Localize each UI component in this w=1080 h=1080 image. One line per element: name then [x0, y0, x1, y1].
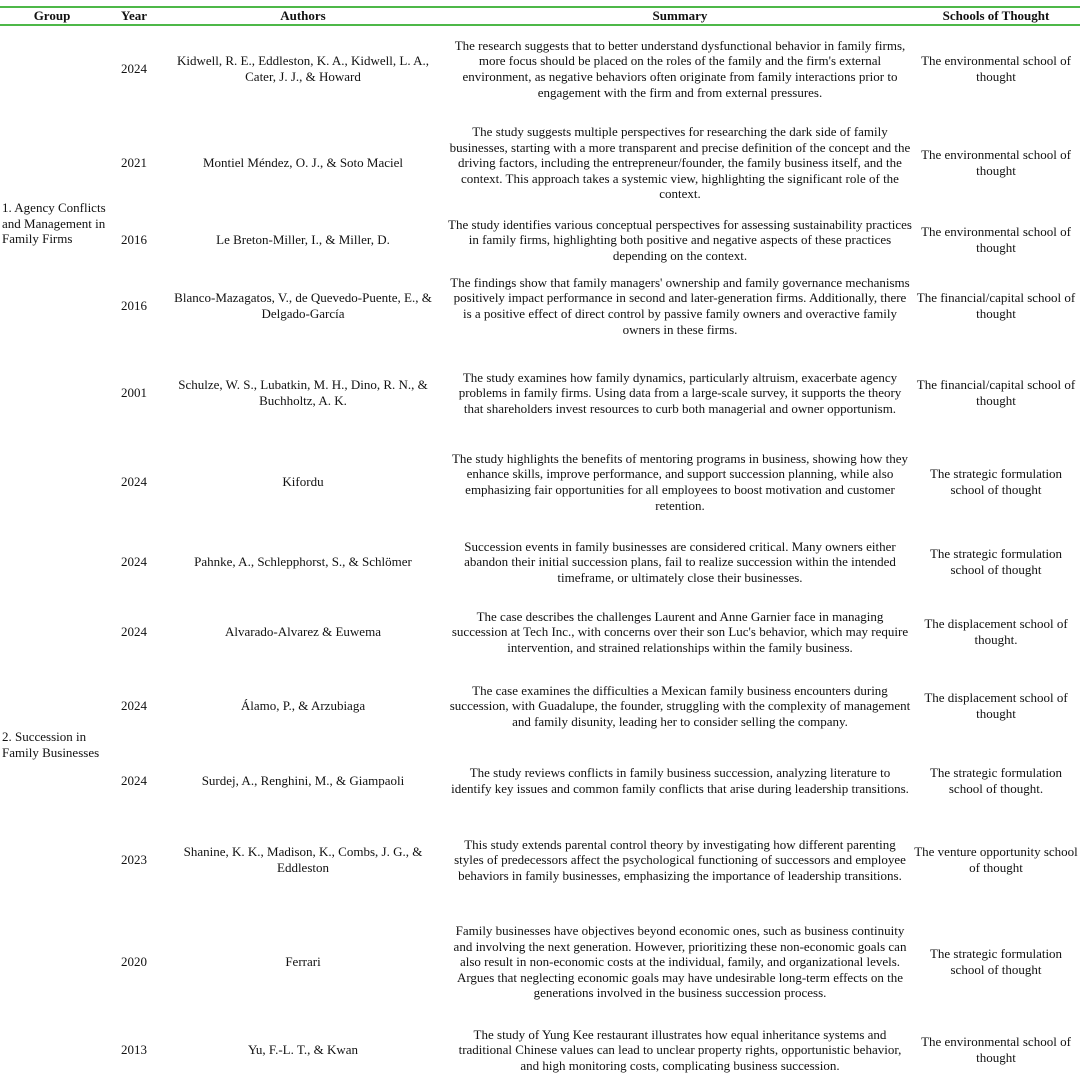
- school-cell: The displacement school of thought.: [924, 616, 1068, 647]
- summary-cell: The findings show that family managers' ownership and family governance mechanisms positively impact performance in second and later-generation firms. Additionally, there is a positive effect of direct control by passive family owners and overactive family owners in these firms.: [450, 274, 910, 337]
- year-cell: 2020: [121, 954, 147, 970]
- table-row: [0, 346, 1080, 440]
- summary-cell: The research suggests that to better understand dysfunctional behavior in family firms, more focus should be placed on the roles of the family and the firm's external environment, as negative behaviors often originate from family interactions prior to engagement with the firm and from external pressures.: [454, 37, 906, 100]
- year-cell: 2021: [121, 155, 147, 171]
- year-cell: 2024: [121, 554, 147, 570]
- school-cell: The environmental school of thought: [921, 53, 1071, 84]
- year-cell: 2024: [121, 773, 147, 789]
- authors-cell: Álamo, P., & Arzubiaga: [240, 698, 366, 714]
- authors-cell: Shanine, K. K., Madison, K., Combs, J. G., & Eddleston: [183, 844, 423, 875]
- group-label-agency: 1. Agency Conflicts and Management in Family Firms: [2, 200, 106, 247]
- summary-cell: The study examines how family dynamics, particularly altruism, exacerbate agency problems in family firms. Using data from a large-scale survey, it supports the theory that shareholders invest resources to curb both managerial and owner opportunism.: [458, 369, 902, 416]
- table-row: [0, 592, 1080, 672]
- authors-cell: Montiel Méndez, O. J., & Soto Maciel: [202, 155, 404, 171]
- year-cell: 2024: [121, 474, 147, 490]
- school-cell: The strategic formulation school of thought: [929, 546, 1063, 577]
- table-row: [0, 266, 1080, 346]
- summary-cell: Succession events in family businesses are considered critical. Many owners either abandon their initial succession plans, fail to realize succession within the intended timeframe, or ultimately close their businesses.: [464, 538, 896, 585]
- table-row: [0, 26, 1080, 112]
- table-row: [0, 744, 1080, 818]
- school-cell: The strategic formulation school of thought: [929, 466, 1063, 497]
- summary-cell: The study highlights the benefits of mentoring programs in business, showing how they enhance skills, improve performance, and support succession planning, while also emphasizing fair opportunities for all employees to boost motivation and customer retention.: [451, 450, 909, 513]
- year-cell: 2016: [121, 232, 147, 248]
- header-schools: Schools of Thought: [942, 8, 1050, 23]
- year-cell: 2023: [121, 852, 147, 868]
- table-row: [0, 214, 1080, 266]
- header-year: Year: [121, 8, 147, 23]
- school-cell: The environmental school of thought: [921, 147, 1071, 178]
- school-cell: The financial/capital school of thought: [916, 377, 1076, 408]
- group-label-succession: 2. Succession in Family Businesses: [2, 729, 100, 760]
- authors-cell: Alvarado-Alvarez & Euwema: [225, 624, 381, 640]
- authors-cell: Kidwell, R. E., Eddleston, K. A., Kidwell, L. A., Cater, J. J., & Howard: [176, 53, 430, 84]
- table-row: [0, 112, 1080, 214]
- table-row: [0, 664, 1080, 748]
- year-cell: 2013: [121, 1042, 147, 1058]
- school-cell: The financial/capital school of thought: [916, 290, 1076, 321]
- table-row: [0, 440, 1080, 524]
- school-cell: The environmental school of thought: [921, 1034, 1071, 1065]
- header-group: Group: [33, 8, 71, 23]
- authors-cell: Ferrari: [285, 954, 321, 970]
- summary-cell: The study identifies various conceptual perspectives for assessing sustainability practices in family firms, highlighting both positive and negative aspects of these practices depending on the context.: [448, 216, 912, 263]
- authors-cell: Schulze, W. S., Lubatkin, M. H., Dino, R. N., & Buchholtz, A. K.: [178, 377, 428, 408]
- summary-cell: This study extends parental control theory by investigating how different parenting styles of predecessors affect the psychological functioning of successors and employee behaviors in family businesses, emphasizing the importance of leadership transitions.: [454, 836, 906, 883]
- authors-cell: Le Breton-Miller, I., & Miller, D.: [216, 232, 390, 248]
- summary-cell: The study suggests multiple perspectives for researching the dark side of family businesses, starting with a more transparent and precise definition of the concept and the driving factors, including the entrepreneur/founder, the family business itself, and the context. This approach takes a systemic view, highlighting the significant role of the context.: [449, 124, 911, 202]
- school-cell: The venture opportunity school of thought: [914, 844, 1078, 875]
- school-cell: The strategic formulation school of thought.: [929, 765, 1063, 796]
- school-cell: The displacement school of thought: [924, 690, 1068, 721]
- header-authors: Authors: [280, 8, 326, 23]
- authors-cell: Yu, F.-L. T., & Kwan: [247, 1042, 359, 1058]
- school-cell: The strategic formulation school of thought: [929, 946, 1063, 977]
- authors-cell: Kifordu: [282, 474, 324, 490]
- authors-cell: Surdej, A., Renghini, M., & Giampaoli: [201, 773, 405, 789]
- table-row: [0, 1020, 1080, 1080]
- table-row: [0, 524, 1080, 600]
- school-cell: The environmental school of thought: [921, 224, 1071, 255]
- authors-cell: Pahnke, A., Schlepphorst, S., & Schlömer: [194, 554, 412, 570]
- table-row: [0, 818, 1080, 902]
- year-cell: 2024: [121, 61, 147, 77]
- summary-cell: Family businesses have objectives beyond economic ones, such as business continuity and involving the next generation. However, prioritizing these non-economic goals can also result in non-economic costs at the individual, family, and organizational levels. Argues that neglecting economic goals may have undesirable long-term effects on the generations involved in the business succession process.: [453, 923, 907, 1001]
- year-cell: 2001: [121, 385, 147, 401]
- summary-cell: The case describes the challenges Laurent and Anne Garnier face in managing succession at Tech Inc., with concerns over their son Luc's behavior, which may require intervention, and strained relationships within the family business.: [451, 608, 909, 655]
- authors-cell: Blanco-Mazagatos, V., de Quevedo-Puente, E., & Delgado-García: [174, 290, 432, 321]
- summary-cell: The study reviews conflicts in family business succession, analyzing literature to identify key issues and common family conflicts that arise during leadership transitions.: [451, 765, 909, 796]
- year-cell: 2016: [121, 298, 147, 314]
- year-cell: 2024: [121, 624, 147, 640]
- header-summary: Summary: [652, 8, 708, 23]
- summary-cell: The case examines the difficulties a Mexican family business encounters during succession, with Guadalupe, the founder, struggling with the complexity of management and family disunity, leading her to consider selling the company.: [449, 682, 911, 729]
- summary-cell: The study of Yung Kee restaurant illustrates how equal inheritance systems and traditional Chinese values can lead to unclear property rights, opportunistic behavior, and high monitoring costs, complicating business succession.: [458, 1026, 902, 1073]
- table-row: [0, 902, 1080, 1022]
- year-cell: 2024: [121, 698, 147, 714]
